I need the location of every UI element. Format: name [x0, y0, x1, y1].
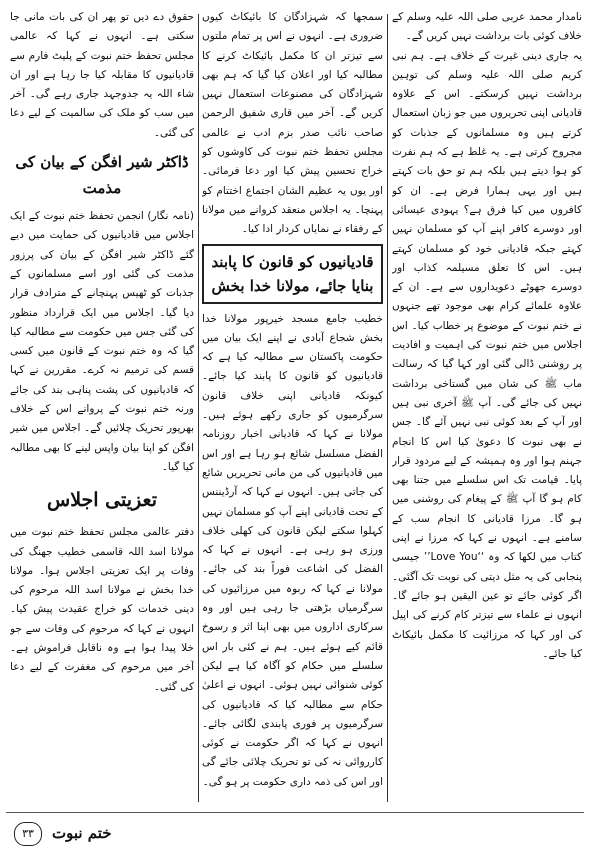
- column-1-paragraph: یہ جاری دینی غیرت کے خلاف ہے۔ ہم نبی کریم صلی اللہ علیہ وسلم کی توہین برداشت نہیں کرسکتے۔ اس کے علاوہ قادیانی اپنی تحریروں میں جو زبان استعمال کرتے ہیں وہ مسلمانوں کے جذبات کو مجروح کرتی ہے۔ یہ غلط ہے کہ ہم نفرت کو ہوا دیتے ہیں بلکہ ہم تو حق بات کہتے ہیں اور یہی ہمارا فرض ہے۔ ان کو کافروں میں کیا فرق ہے؟ یہودی عیسائی اور دوسرے کافر اپنے آپ کو مسلمان نہیں کہتے جبکہ قادیانی خود کو مسلمان کہتے ہیں۔ اس کا تعلق مسیلمہ کذاب اور دوسرے جھوٹے دعویداروں سے ہے۔ ان کے علاوہ علمائے کرام بھی موجود تھے جنہوں نے ختم نبوت کے موضوع پر خطاب کیا۔ اس اجلاس میں ختم نبوت کی اہمیت و افادیت پر روشنی ڈالی گئی اور کہا گیا کہ رسالت ماب ﷺ کی شان میں گستاخی برداشت نہیں کی جائے گی۔ آپ ﷺ آخری نبی ہیں اور آپ کے بعد کوئی نبی نہیں آئے گا۔ جس نے بھی نبوت کا دعویٰ کیا اس کا انجام جہنم ہوا اور وہ ہمیشہ کے لیے مردود قرار پایا۔ قیامت تک اس سلسلے میں جتنا بھی کام ہو گا آپ ﷺ کے پیغام کی روشنی میں ہو گا۔ مرزا قادیانی کا انجام سب کے سامنے ہے۔ انہوں نے کہا کہ مرزا نے اپنی کتاب میں لکھا کہ وہ ‘‘Love You’’ جیسی پنجابی کی یہ مثل دیتی کی نوبت تک آگئی۔ اگر کوئی جائے تو عین الیقین ہو جائے گا۔ انہوں نے علماء سے تیزتر کام کرنے کی اپیل کی اور کہا کہ مرزائیت کا مکمل بائیکاٹ کیا جائے۔: [392, 49, 582, 660]
- column-2-paragraph: خطیب جامع مسجد خیرپور مولانا خدا بخش شجاع آبادی نے اپنے ایک بیان میں حکومت پاکستان سے مطالبہ کیا ہے کہ قادیانیوں کو قانون کا پابند کیا جائے۔ کیونکہ قادیانی اپنی خلاف قانون سرگرمیوں کو جاری رکھے ہوئے ہیں۔ مولانا نے کہا کہ قادیانی اخبار روزنامہ الفضل مسلسل شائع ہو رہا ہے اور اس میں قادیانیوں کی من مانی تحریریں شائع کی جاتی ہیں۔ انہوں نے کہا کہ آرڈیننس کے تحت قادیانی اپنے آپ کو مسلمان نہیں کہلوا سکتے لیکن قانون کی کھلی خلاف ورزی ہو رہی ہے۔ انہوں نے کہا کہ الفضل کی اشاعت فوراً بند کی جائے۔ مولانا نے کہا کہ ربوہ میں مرزائیوں کی سرگرمیاں بڑھتی جا رہی ہیں اور وہ سرکاری اداروں میں بھی اپنا اثر و رسوخ قائم کیے ہوئے ہیں۔ ہم نے کئی بار اس سلسلے میں حکام کو آگاہ کیا ہے لیکن کوئی شنوائی نہیں ہوئی۔ انہوں نے اعلیٰ حکام سے مطالبہ کیا کہ قادیانیوں کی سرگرمیوں پر فوری پابندی لگائی جائے۔ انہوں نے کہا کہ اگر حکومت نے کوئی کارروائی نہ کی تو تحریک چلائی جائے گی اور اس کی ذمہ داری حکومت پر ہو گی۔: [202, 312, 383, 788]
- column-divider: [198, 14, 199, 802]
- column-2-paragraph: سمجھا کہ شہزادگان کا بائیکاٹ کیوں ضروری ہے۔ انہوں نے اس پر تمام ملتوں سے تیزتر ان کا مکمل بائیکاٹ کرنے کا مطالبہ کیا اور اعلان کیا گیا کہ ہم بھی شہزادگان کی مصنوعات استعمال نہیں کریں گے۔ آخر میں قاری شفیق الرحمن صاحب نائب صدر بزم ادب نے عالمی مجلس تحفظ ختم نبوت کی کاوشوں کو خراج تحسین پیش کیا اور دعا فرمائی۔ اور یوں یہ عظیم الشان اجتماع اختتام کو پہنچا۔ یہ اجلاس منعقد کروانے میں مولانا کے رفقاء نے نمایاں کردار ادا کیا۔: [202, 11, 383, 236]
- page-number: ۳۳: [14, 822, 42, 846]
- footer-divider: [6, 812, 584, 813]
- column-divider: [387, 14, 388, 802]
- boxed-headline: قادیانیوں کو قانون کا پابند بنایا جائے، مولانا خدا بخش: [202, 244, 383, 304]
- page-footer: [0, 814, 590, 850]
- column-3-paragraph: دفتر عالمی مجلس تحفظ ختم نبوت میں مولانا اسد اللہ قاسمی خطیب جھنگ کی وفات پر ایک تعزیتی اجلاس ہوا۔ مولانا خدا بخش نے مولانا اسد اللہ مرحوم کی دینی خدمات کو خراج عقیدت پیش کیا۔ انہوں نے کہا کہ مرحوم کی وفات سے جو خلا پیدا ہوا ہے وہ ناقابل فراموش ہے۔ آخر میں مرحوم کی مغفرت کے لیے دعا کی گئی۔: [10, 526, 194, 693]
- article-column-1: [392, 8, 582, 808]
- article-column-2: [202, 8, 383, 808]
- column-3-paragraph: (نامہ نگار) انجمن تحفظ ختم نبوت کے ایک اجلاس میں قادیانیوں کی حمایت میں دیے گئے ڈاکٹر شیر افگن کے بیان کی پرزور مذمت کی گئی اور اسے مسلمانوں کے جذبات کو ٹھیس پہنچانے کے مترادف قرار دیا گیا۔ اجلاس میں ایک قرارداد منظور کی گئی جس میں حکومت سے مطالبہ کیا گیا کہ وہ ختم نبوت کے قانون میں کسی قسم کی ترمیم نہ کرے۔ مقررین نے کہا کہ قادیانیوں کی پشت پناہی بند کی جائے ورنہ ختم نبوت کے پروانے اس کے خلاف بھرپور تحریک چلائیں گے۔ اجلاس میں شیر افگن کو اپنا بیان واپس لینے کا بھی مطالبہ کیا گیا۔: [10, 210, 194, 473]
- article-column-3: [10, 8, 194, 808]
- headline-condemnation: ڈاکٹر شیر افگن کے بیان کی مذمت: [15, 153, 189, 198]
- column-3-paragraph: حقوق دے دیں تو پھر ان کی بات مانی جا سکتی ہے۔ انہوں نے کہا کہ عالمی مجلس تحفظ ختم نبوت کے پلیٹ فارم سے قادیانیوں کا مقابلہ کیا جا رہا ہے اور ان شاء اللہ یہ جدوجہد جاری رہے گی۔ آخر میں سب کو ملک کی سالمیت کے لیے دعا کی گئی۔: [10, 11, 194, 139]
- headline-condolence-meeting: تعزیتی اجلاس: [47, 489, 157, 512]
- column-1-paragraph: نامدار محمد عربی صلی اللہ علیہ وسلم کے خلاف کوئی بات برداشت نہیں کریں گے۔: [392, 11, 582, 43]
- publication-masthead: ختم نبوت: [52, 824, 112, 842]
